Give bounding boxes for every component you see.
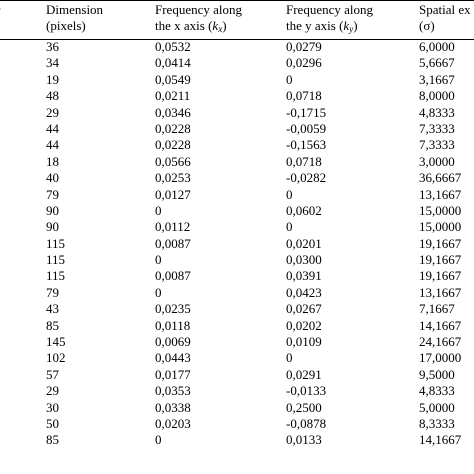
dimension-cell: 44 xyxy=(46,120,59,136)
dimension-cell: 90 xyxy=(46,202,59,218)
frequency-x-cell: 0,0549 xyxy=(155,71,191,87)
frequency-x-cell: 0 xyxy=(155,202,162,218)
table-row xyxy=(0,367,474,383)
dimension-cell: 115 xyxy=(46,268,66,284)
frequency-x-cell: 0,0087 xyxy=(155,235,191,251)
dimension-cell: 57 xyxy=(46,366,59,382)
frequency-y-cell: 0,0300 xyxy=(286,252,322,268)
spatial-extent-cell: 24,1667 xyxy=(419,334,462,350)
dimension-cell: 79 xyxy=(46,186,59,202)
table-row xyxy=(0,432,474,448)
dimension-cell: 18 xyxy=(46,153,59,169)
table-row xyxy=(0,137,474,153)
spatial-extent-cell: 36,6667 xyxy=(419,170,462,186)
spatial-extent-cell: 5,0000 xyxy=(419,399,455,415)
frequency-x-cell: 0,0532 xyxy=(155,39,191,54)
dimension-cell: 102 xyxy=(46,350,66,366)
spatial-extent-cell: 15,0000 xyxy=(419,202,462,218)
dimension-cell: 43 xyxy=(46,301,59,317)
table-row xyxy=(0,268,474,284)
dimension-cell: 48 xyxy=(46,88,59,104)
header-frequency-x-line2: the x axis $(k_x)$ xyxy=(155,18,227,34)
frequency-y-cell: -0,0282 xyxy=(286,170,327,186)
dimension-cell: 85 xyxy=(46,317,59,333)
spatial-extent-cell: 6,0000 xyxy=(419,39,455,54)
table-row xyxy=(0,88,474,104)
frequency-x-cell: 0,0228 xyxy=(155,120,191,136)
table-row xyxy=(0,121,474,137)
spatial-extent-cell: 4,8333 xyxy=(419,104,455,120)
table-row xyxy=(0,350,474,366)
frequency-y-cell: 0,0718 xyxy=(286,88,322,104)
frequency-y-cell: 0 xyxy=(286,350,293,366)
frequency-y-cell: 0,0423 xyxy=(286,284,322,300)
frequency-y-cell: 0,0602 xyxy=(286,202,322,218)
frequency-y-cell: 0,0267 xyxy=(286,301,322,317)
frequency-y-cell: 0 xyxy=(286,219,293,235)
spatial-extent-cell: 19,1667 xyxy=(419,252,462,268)
frequency-x-cell: 0,0353 xyxy=(155,383,191,399)
spatial-extent-cell: 19,1667 xyxy=(419,235,462,251)
frequency-y-cell: 0,0391 xyxy=(286,268,322,284)
header-frequency-x-line1: Frequency along xyxy=(155,2,243,17)
frequency-y-cell: 0,2500 xyxy=(286,399,322,415)
spatial-extent-cell: 15,0000 xyxy=(419,219,462,235)
dimension-cell: 90 xyxy=(46,219,59,235)
dimension-cell: 115 xyxy=(46,235,66,251)
dimension-cell: 34 xyxy=(46,55,59,71)
frequency-x-cell: 0,0069 xyxy=(155,334,191,350)
dimension-cell: 29 xyxy=(46,383,59,399)
table-row xyxy=(0,400,474,416)
spatial-extent-cell: 14,1667 xyxy=(419,317,462,333)
dimension-cell: 115 xyxy=(46,252,66,268)
frequency-y-cell: -0,1715 xyxy=(286,104,327,120)
frequency-y-cell: 0,0109 xyxy=(286,334,322,350)
spatial-extent-cell: 7,3333 xyxy=(419,120,455,136)
frequency-x-cell: 0,0118 xyxy=(155,317,191,333)
table-row xyxy=(0,416,474,432)
dimension-cell: 30 xyxy=(46,399,59,415)
frequency-x-cell: 0,0566 xyxy=(155,153,191,169)
dimension-cell: 85 xyxy=(46,432,59,448)
frequency-y-cell: 0,0201 xyxy=(286,235,322,251)
table-row xyxy=(0,72,474,88)
frequency-y-cell: 0,0718 xyxy=(286,153,322,169)
table-row xyxy=(0,105,474,121)
dimension-cell: 145 xyxy=(46,334,66,350)
spatial-extent-cell: 14,1667 xyxy=(419,432,462,448)
dimension-cell: 36 xyxy=(46,39,59,54)
table-row xyxy=(0,236,474,252)
dimension-cell: 29 xyxy=(46,104,59,120)
table-row xyxy=(0,170,474,186)
frequency-y-cell: -0,0133 xyxy=(286,383,327,399)
spatial-extent-cell: 8,0000 xyxy=(419,88,455,104)
header-spatial-line2: (σ) xyxy=(419,18,435,33)
dimension-cell: 50 xyxy=(46,415,59,431)
spatial-extent-cell: 3,1667 xyxy=(419,71,455,87)
frequency-y-cell: 0 xyxy=(286,71,293,87)
frequency-x-cell: 0 xyxy=(155,284,162,300)
frequency-x-cell: 0,0177 xyxy=(155,366,191,382)
spatial-extent-cell: 7,3333 xyxy=(419,137,455,153)
header-spatial-extent xyxy=(419,2,471,34)
dimension-cell: 19 xyxy=(46,71,59,87)
frequency-x-cell: 0,0203 xyxy=(155,415,191,431)
table-row xyxy=(0,154,474,170)
frequency-x-cell: 0,0253 xyxy=(155,170,191,186)
frequency-x-cell: 0,0112 xyxy=(155,219,191,235)
header-frequency-y-line1: Frequency along xyxy=(286,2,374,17)
dimension-cell: 44 xyxy=(46,137,59,153)
table-top-rule xyxy=(0,0,474,1)
spatial-extent-cell: 9,5000 xyxy=(419,366,455,382)
table-row xyxy=(0,219,474,235)
frequency-y-cell: -0,0059 xyxy=(286,120,327,136)
table-row xyxy=(0,187,474,203)
frequency-x-cell: 0,0346 xyxy=(155,104,191,120)
header-frequency-y xyxy=(286,2,373,34)
frequency-x-cell: 0,0127 xyxy=(155,186,191,202)
header-frequency-x xyxy=(155,2,242,34)
table-row xyxy=(0,55,474,71)
frequency-x-cell: 0,0228 xyxy=(155,137,191,153)
table-body xyxy=(0,39,474,449)
frequency-x-cell: 0 xyxy=(155,432,162,448)
frequency-y-cell: 0,0133 xyxy=(286,432,322,448)
frequency-y-cell: 0,0296 xyxy=(286,55,322,71)
frequency-x-cell: 0,0414 xyxy=(155,55,191,71)
table-row xyxy=(0,318,474,334)
header-dimension-line1: Dimension xyxy=(46,2,104,17)
frequency-y-cell: -0,1563 xyxy=(286,137,327,153)
header-dimension xyxy=(46,2,103,34)
spatial-extent-cell: 8,3333 xyxy=(419,415,455,431)
spatial-extent-cell: 19,1667 xyxy=(419,268,462,284)
spatial-extent-cell: 13,1667 xyxy=(419,284,462,300)
spatial-extent-cell: 13,1667 xyxy=(419,186,462,202)
frequency-x-cell: 0,0338 xyxy=(155,399,191,415)
table-row xyxy=(0,383,474,399)
spatial-extent-cell: 5,6667 xyxy=(419,55,455,71)
header-dimension-line2: (pixels) xyxy=(46,18,86,33)
frequency-y-cell: 0,0202 xyxy=(286,317,322,333)
dimension-cell: 40 xyxy=(46,170,59,186)
frequency-x-cell: 0,0087 xyxy=(155,268,191,284)
table-row xyxy=(0,285,474,301)
table-row xyxy=(0,39,474,55)
frequency-y-cell: -0,0878 xyxy=(286,415,327,431)
spatial-extent-cell: 17,0000 xyxy=(419,350,462,366)
frequency-x-cell: 0,0235 xyxy=(155,301,191,317)
frequency-x-cell: 0,0443 xyxy=(155,350,191,366)
table-row xyxy=(0,203,474,219)
header-frequency-y-line2: the y axis $(k_y)$ xyxy=(286,18,358,34)
table-row xyxy=(0,252,474,268)
table-row xyxy=(0,334,474,350)
table-row xyxy=(0,301,474,317)
frequency-y-cell: 0,0279 xyxy=(286,39,322,54)
frequency-y-cell: 0,0291 xyxy=(286,366,322,382)
frequency-y-cell: 0 xyxy=(286,186,293,202)
dimension-cell: 79 xyxy=(46,284,59,300)
spatial-extent-cell: 3,0000 xyxy=(419,153,455,169)
frequency-x-cell: 0 xyxy=(155,252,162,268)
spatial-extent-cell: 4,8333 xyxy=(419,383,455,399)
frequency-x-cell: 0,0211 xyxy=(155,88,191,104)
spatial-extent-cell: 7,1667 xyxy=(419,301,455,317)
header-spatial-line1: Spatial ex xyxy=(419,2,471,17)
